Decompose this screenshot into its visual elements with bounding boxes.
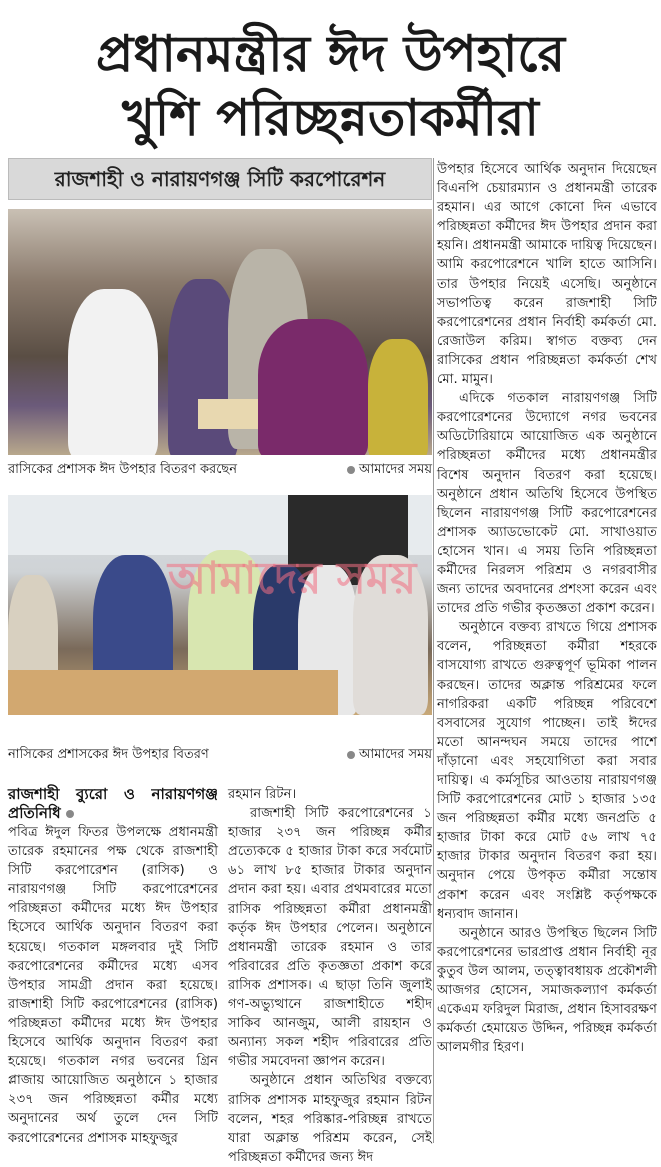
photo-caption-1 [8,461,432,479]
article-paragraph: অনুষ্ঠানে আরও উপস্থিত ছিলেন সিটি করপোরেশনের ভারপ্রাপ্ত প্রধান নির্বাহী নূর কুতুব উল আলম, তত্ত্বাবধায়ক প্রকৌশলী আজগর হোসেন, সমাজকল্যাণ কর্মকর্তা একেএম ফরিদুল মিরাজ, প্রধান হিসাবরক্ষণ কর্মকর্তা হেমায়েত উদ্দিন, পরিচ্ছন্ন কর্মকর্তা আলমগীর হিরণ। [437,925,657,1056]
photo-credit: আমাদের সময় [347,746,432,764]
article-paragraph: পবিত্র ঈদুল ফিতর উপলক্ষে প্রধানমন্ত্রী তারেক রহমানের পক্ষ থেকে রাজশাহী সিটি করপোরেশন (রাসিক) ও নারায়ণগঞ্জ সিটি করপোরেশনের পরিচ্ছন্নতা কর্মীদের মধ্যে ঈদ উপহার হিসেবে আর্থিক অনুদান বিতরণ করা হয়েছে। গতকাল মঙ্গলবার দুই সিটি করপোরেশনের কর্মীদের মধ্যে এসব উপহার সামগ্রী প্রদান করা হয়েছে। রাজশাহী সিটি করপোরেশনের (রাসিক) পরিচ্ছন্নতা কর্মীদের মধ্যে ঈদ উপহার হিসেবে আর্থিক অনুদান বিতরণ করা হয়েছে। গতকাল নগর ভবনের গ্রিন প্লাজায় আয়োজিত অনুষ্ঠানে ১ হাজার ২৩৭ জন পরিচ্ছন্নতা কর্মীর মধ্যে অনুদানের অর্থ তুলে দেন সিটি করপোরেশনের প্রশাসক মাহফুজুর [8,825,218,1146]
article-paragraph: রহমান রিটন। [228,787,297,802]
bullet-icon [66,810,74,818]
headline-line-1: প্রধানমন্ত্রীর ঈদ উপহারে [96,25,565,83]
photo-credit: আমাদের সময় [347,461,432,479]
headline-line-2: খুশি পরিচ্ছন্নতাকর্মীরা [122,89,539,147]
bullet-icon [347,751,355,759]
article-column-1 [8,785,218,1148]
watermark: আমাদের সময় [168,553,417,604]
headline [0,22,661,150]
caption-text: নাসিকের প্রশাসকের ঈদ উপহার বিতরণ [8,747,209,762]
article-paragraph: এদিকে গতকাল নারায়ণগঞ্জ সিটি করপোরেশনের উদ্যোগে নগর ভবনের অডিটোরিয়ামে আয়োজিত এক অনুষ্ঠানে পরিচ্ছন্নতা কর্মীদের মধ্যে প্রধানমন্ত্রীর বিশেষ অনুদান বিতরণ করা হয়েছে। অনুষ্ঠানে প্রধান অতিথি হিসেবে উপস্থিত ছিলেন নারায়ণগঞ্জ সিটি করপোরেশনের প্রশাসক অ্যাডভোকেট মো. সাখাওয়াত হোসেন খান। এ সময় তিনি পরিচ্ছন্নতা কর্মীদের নিরলস পরিশ্রম ও নগরবাসীর জন্য তাদের অবদানের প্রশংসা করেন এবং তাদের প্রতি গভীর কৃতজ্ঞতা প্রকাশ করেন। [437,391,657,617]
article-paragraph: অনুষ্ঠানে প্রধান অতিথির বক্তব্যে রাসিক প্রশাসক মাহফুজুর রহমান রিটন বলেন, শহর পরিষ্কার-পরিচ্ছন্ন রাখতে যারা অক্লান্ত পরিশ্রম করেন, সেই পরিচ্ছন্নতা কর্মীদের জন্য ঈদ [228,1073,432,1165]
article-paragraph: উপহার হিসেবে আর্থিক অনুদান দিয়েছেন বিএনপি চেয়ারম্যান ও প্রধানমন্ত্রী তারেক রহমান। এর আগে কোনো দিন এভাবে পরিচ্ছন্নতা কর্মীদের ঈদ উপহার প্রদান করা হয়নি। প্রধানমন্ত্রী আমাকে দায়িত্ব দিয়েছেন। আমি করপোরেশনে খালি হাতে আসিনি। তার উপহার নিয়েই এসেছি। অনুষ্ঠানে সভাপতিত্ব করেন রাজশাহী সিটি করপোরেশনের প্রধান নির্বাহী কর্মকর্তা মো. রেজাউল করিম। স্বাগত বক্তব্য দেন রাসিকের প্রধান পরিচ্ছন্নতা কর্মকর্তা শেখ মো. মামুন। [437,162,657,388]
article-paragraph: রাজশাহী সিটি করপোরেশনের ১ হাজার ২৩৭ জন পরিচ্ছন্ন কর্মীর প্রত্যেককে ৫ হাজার টাকা করে সর্বমোট ৬১ লাখ ৮৫ হাজার টাকার অনুদান প্রদান করা হয়। এবার প্রথমবারের মতো রাসিক পরিচ্ছন্নতা কর্মীরা প্রধানমন্ত্রী কর্তৃক ঈদ উপহার পেলেন। অনুষ্ঠানে প্রধানমন্ত্রী তারেক রহমান ও তার পরিবারের প্রতি কৃতজ্ঞতা প্রকাশ করে রাসিক প্রশাসক। এ ছাড়া তিনি জুলাই গণ-অভ্যুত্থানে রাজশাহীতে শহীদ সাকিব আনজুম, আলী রায়হান ও অন্যান্য সকল শহীদ পরিবারের প্রতি গভীর সমবেদনা জ্ঞাপন করেন। [228,806,432,1070]
bullet-icon [347,466,355,474]
caption-text: রাসিকের প্রশাসক ঈদ উপহার বিতরণ করছেন [8,462,238,477]
column-divider [433,158,434,1143]
article-column-2 [228,785,432,1167]
photo-narayanganj-distribution [8,495,432,715]
byline: রাজশাহী ব্যুরো ও নারায়ণগঞ্জ প্রতিনিধি [8,785,218,822]
article-column-3 [437,160,657,1057]
subheading-banner: রাজশাহী ও নারায়ণগঞ্জ সিটি করপোরেশন [8,158,432,200]
article-paragraph: অনুষ্ঠানে বক্তব্য রাখতে গিয়ে প্রশাসক বলেন, পরিচ্ছন্নতা কর্মীরা শহরকে বাসযোগ্য রাখতে গুরুত্বপূর্ণ ভূমিকা পালন করছেন। তাদের অক্লান্ত পরিশ্রমের ফলে নাগরিকরা একটি পরিচ্ছন্ন পরিবেশে বসবাসের সুযোগ পাচ্ছেন। তাই ঈদের মতো আনন্দঘন সময়ে তাদের পাশে দাঁড়ানো এবং সহযোগিতা করা সবার দায়িত্ব। এ কর্মসূচির আওতায় নারায়ণগঞ্জ সিটি করপোরেশনের মোট ১ হাজার ১৩৫ জন পরিচ্ছন্নতা কর্মীর মধ্যে জনপ্রতি ৫ হাজার টাকা করে মোট ৫৬ লাখ ৭৫ হাজার টাকার অনুদান বিতরণ করা হয়। অনুদান পেয়ে উপকৃত কর্মীরা সন্তোষ প্রকাশ করেন এবং সংশ্লিষ্ট কর্তৃপক্ষকে ধন্যবাদ জানান। [437,620,657,922]
photo-caption-2 [8,746,432,764]
photo-rajshahi-distribution [8,209,432,455]
